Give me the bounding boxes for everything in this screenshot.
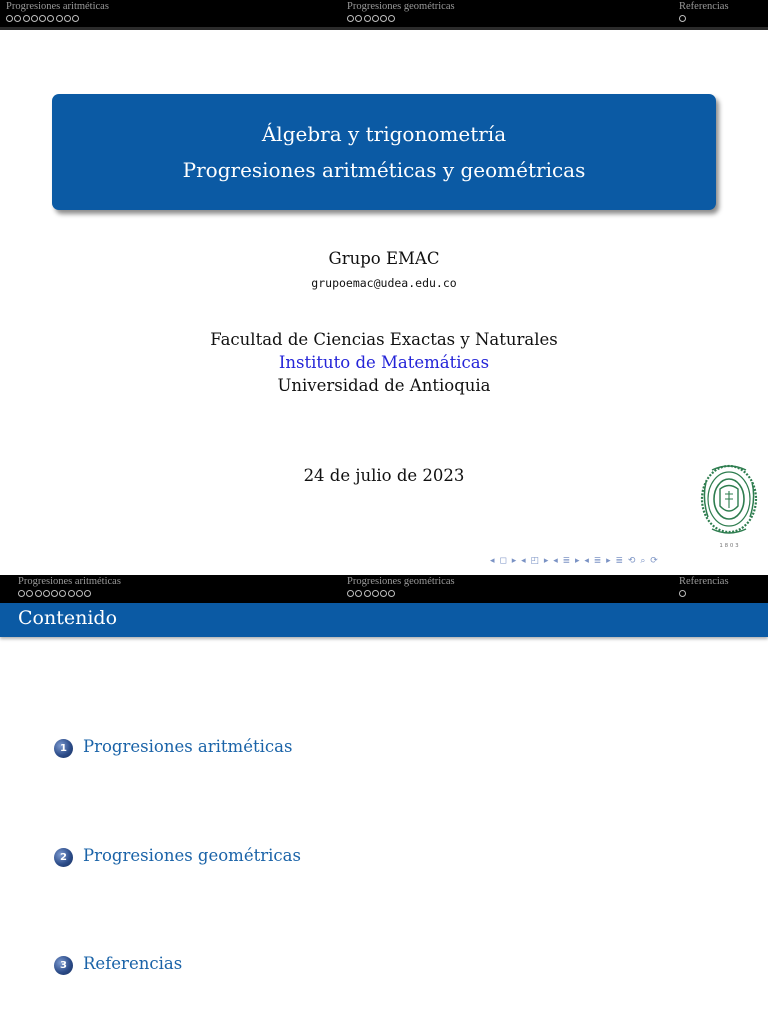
- nav-frame-dots[interactable]: [18, 588, 121, 599]
- nav-section-aritmeticas[interactable]: [6, 1, 109, 24]
- presentation-date: 24 de julio de 2023: [303, 466, 465, 485]
- nav-frame-dots[interactable]: [679, 13, 729, 24]
- toc-number-ball-icon: 3: [54, 956, 73, 975]
- author-name: Grupo EMAC: [328, 249, 440, 268]
- institute-link[interactable]: Instituto de Matemáticas: [278, 353, 490, 372]
- section-navigation-bar: [0, 0, 768, 30]
- beamer-navigation-symbols[interactable]: ◂ ◻ ▸ ◂ ◰ ▸ ◂ ≣ ▸ ◂ ≣ ▸ ≣ ⟲ ⌕ ⟳: [490, 556, 659, 566]
- toc-item-label[interactable]: Progresiones geométricas: [83, 846, 301, 865]
- presentation-title: Álgebra y trigonometría: [261, 122, 507, 146]
- frame-title: Contenido: [18, 607, 118, 629]
- university-seal-logo: [698, 462, 760, 550]
- nav-frame-dots[interactable]: [347, 588, 455, 599]
- nav-section-referencias[interactable]: [679, 1, 729, 24]
- nav-frame-dots[interactable]: [679, 588, 729, 599]
- nav-section-label[interactable]: Referencias: [679, 1, 729, 12]
- nav-section-label[interactable]: Progresiones geométricas: [347, 1, 455, 12]
- toc-item-label[interactable]: Progresiones aritméticas: [83, 737, 293, 756]
- svg-text:1 8 0 3: 1 8 0 3: [719, 543, 739, 549]
- nav-section-label[interactable]: Referencias: [679, 576, 729, 587]
- frame-title-bar: [0, 603, 768, 637]
- institute-university: Universidad de Antioquia: [277, 376, 491, 395]
- nav-section-geometricas[interactable]: [347, 576, 455, 599]
- nav-section-label[interactable]: Progresiones aritméticas: [18, 576, 121, 587]
- nav-frame-dots[interactable]: [347, 13, 455, 24]
- presentation-subtitle: Progresiones aritméticas y geométricas: [182, 158, 586, 182]
- nav-section-label[interactable]: Progresiones geométricas: [347, 576, 455, 587]
- toc-number-ball-icon: 1: [54, 739, 73, 758]
- nav-section-geometricas[interactable]: [347, 1, 455, 24]
- title-block: [52, 94, 716, 210]
- toc-item-label[interactable]: Referencias: [83, 954, 183, 973]
- institute-faculty: Facultad de Ciencias Exactas y Naturales: [210, 330, 558, 349]
- section-navigation-bar: [0, 575, 768, 603]
- author-email: grupoemac@udea.edu.co: [311, 276, 457, 290]
- contents-slide: [0, 575, 768, 1024]
- nav-section-label[interactable]: Progresiones aritméticas: [6, 1, 109, 12]
- nav-section-referencias[interactable]: [679, 576, 729, 599]
- nav-frame-dots[interactable]: [6, 13, 109, 24]
- nav-section-aritmeticas[interactable]: [18, 576, 121, 599]
- toc-number-ball-icon: 2: [54, 848, 73, 867]
